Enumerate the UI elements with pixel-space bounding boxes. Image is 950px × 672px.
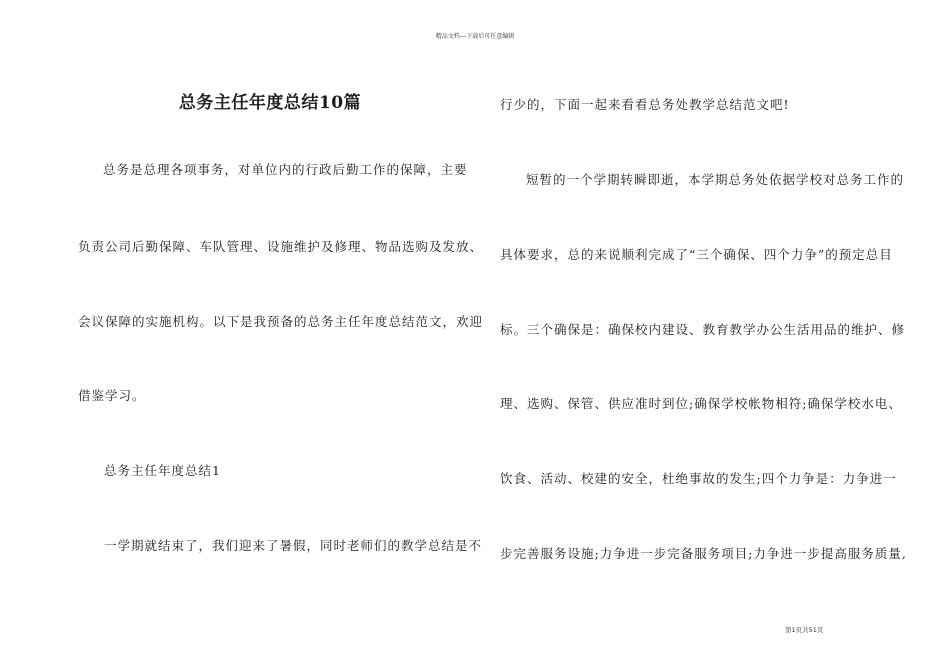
- left-line-3: 会议保障的实施机构。以下是我预备的总务主任年度总结范文，欢迎: [78, 314, 484, 329]
- document-title: 总务主任年度总结10篇: [178, 93, 362, 113]
- right-line-5: 理、选购、保管、供应准时到位;确保学校帐物相符;确保学校水电、: [500, 396, 902, 411]
- left-line-1: 总务是总理各项事务，对单位内的行政后勤工作的保障，主要: [103, 162, 468, 177]
- right-line-7: 步完善服务设施;力争进一步完备服务项目;力争进一步提高服务质量,: [500, 546, 907, 561]
- left-line-2: 负责公司后勤保障、车队管理、设施维护及修理、物品选购及发放、: [78, 239, 484, 254]
- right-line-1: 行少的，下面一起来看看总务处教学总结范文吧!: [500, 97, 790, 112]
- left-line-6: 一学期就结束了，我们迎来了暑假，同时老师们的教学总结是不: [104, 538, 483, 553]
- left-line-4: 借鉴学习。: [78, 388, 146, 403]
- right-line-4: 标。三个确保是：确保校内建设、教育教学办公生活用品的维护、修: [500, 322, 906, 337]
- page-number: 第1页共51页: [785, 626, 824, 634]
- right-line-6: 饮食、活动、校建的安全，杜绝事故的发生;四个力争是：力争进一: [500, 471, 897, 486]
- section-heading-1: 总务主任年度总结1: [104, 463, 221, 478]
- page-header-note: 精品文档---下载后可任意编辑: [435, 33, 515, 40]
- right-line-2: 短暂的一个学期转瞬即逝，本学期总务处依据学校对总务工作的: [526, 172, 905, 187]
- right-line-3: 具体要求，总的来说顺利完成了“三个确保、四个力争”的预定总目: [500, 247, 893, 262]
